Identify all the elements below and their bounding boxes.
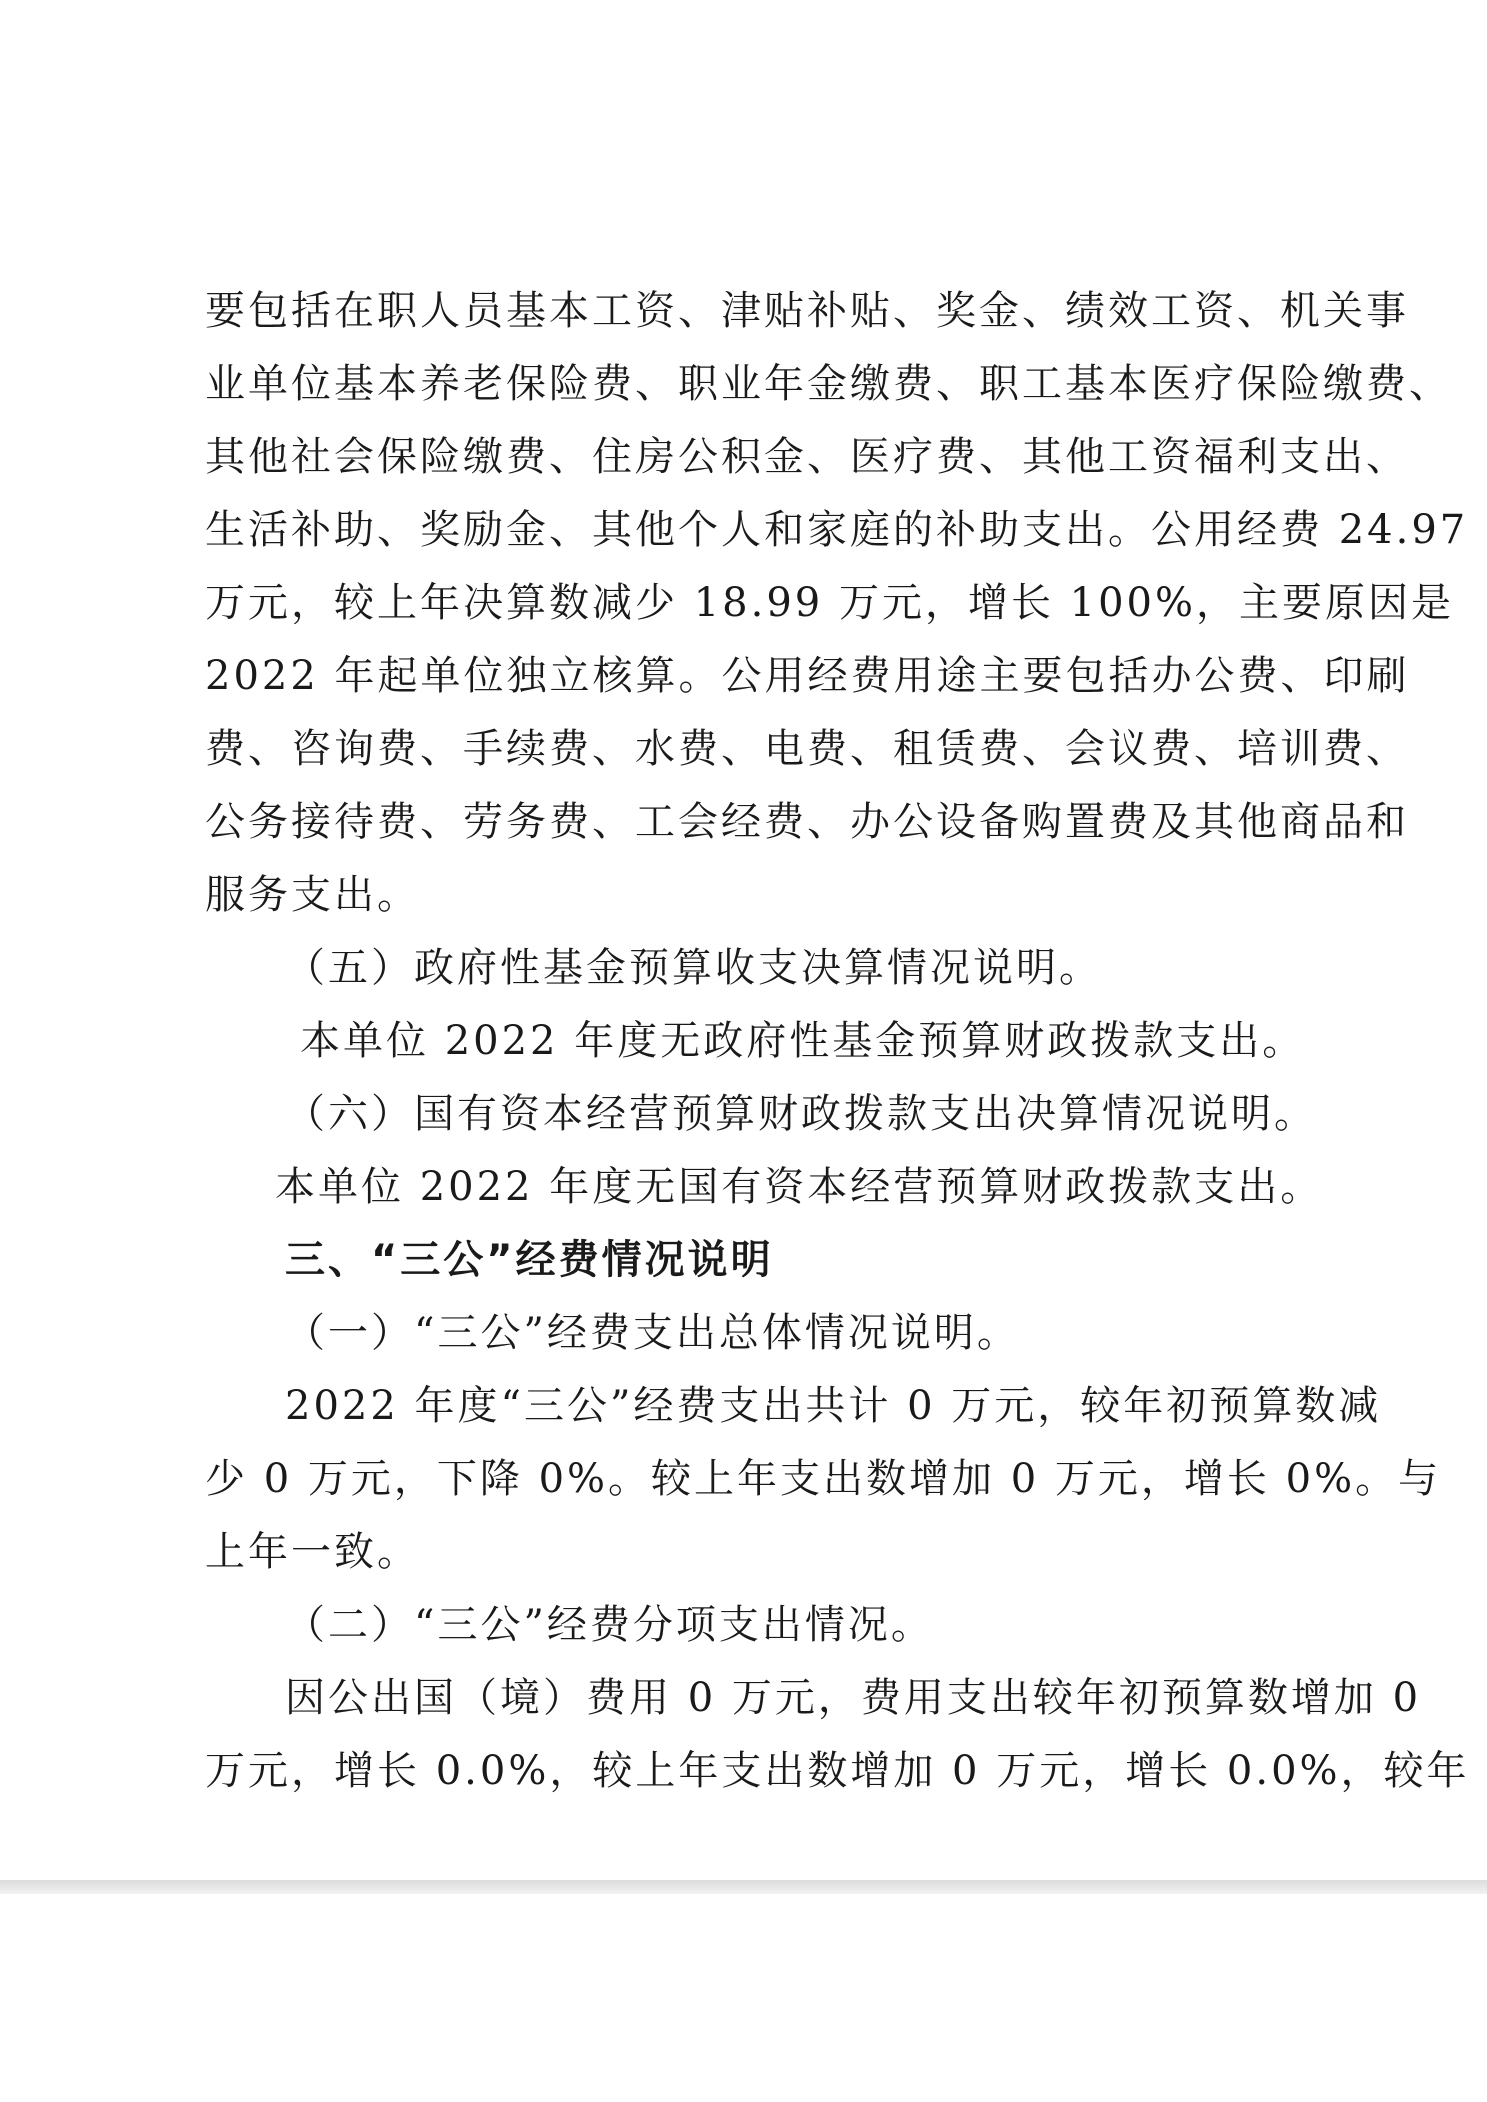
body-line: 上年一致。: [205, 1529, 420, 1575]
subsection-heading-1: （一）“三公”经费支出总体情况说明。: [285, 1310, 1020, 1356]
body-line: 要包括在职人员基本工资、津贴补贴、奖金、绩效工资、机关事: [205, 288, 1409, 334]
body-line: 业单位基本养老保险费、职业年金缴费、职工基本医疗保险缴费、: [205, 361, 1452, 407]
body-line: 2022 年度“三公”经费支出共计 0 万元，较年初预算数减: [285, 1383, 1382, 1429]
body-line: 少 0 万元，下降 0%。较上年支出数增加 0 万元，增长 0%。与: [205, 1456, 1442, 1502]
next-page: [0, 1894, 1487, 2102]
body-line: 公务接待费、劳务费、工会经费、办公设备购置费及其他商品和: [205, 799, 1409, 845]
body-line: 万元，较上年决算数减少 18.99 万元，增长 100%，主要原因是: [205, 580, 1455, 626]
section-heading-6: （六）国有资本经营预算财政拨款支出决算情况说明。: [285, 1091, 1317, 1137]
body-line: 本单位 2022 年度无政府性基金预算财政拨款支出。: [300, 1018, 1306, 1064]
body-line: 其他社会保险缴费、住房公积金、医疗费、其他工资福利支出、: [205, 434, 1409, 480]
body-line: 万元，增长 0.0%，较上年支出数增加 0 万元，增长 0.0%，较年: [205, 1748, 1470, 1794]
body-line: 因公出国（境）费用 0 万元，费用支出较年初预算数增加 0: [285, 1675, 1422, 1721]
section-heading-3: 三、“三公”经费情况说明: [285, 1237, 774, 1283]
subsection-heading-2: （二）“三公”经费分项支出情况。: [285, 1602, 934, 1648]
section-heading-5: （五）政府性基金预算收支决算情况说明。: [285, 945, 1102, 991]
body-line: 费、咨询费、手续费、水费、电费、租赁费、会议费、培训费、: [205, 726, 1409, 772]
body-line: 2022 年起单位独立核算。公用经费用途主要包括办公费、印刷: [205, 653, 1410, 699]
body-line: 本单位 2022 年度无国有资本经营预算财政拨款支出。: [275, 1164, 1324, 1210]
page-divider: [0, 1880, 1487, 1894]
body-line: 服务支出。: [205, 872, 420, 918]
document-body: [205, 275, 1470, 1808]
body-line: 生活补助、奖励金、其他个人和家庭的补助支出。公用经费 24.97: [205, 507, 1469, 553]
